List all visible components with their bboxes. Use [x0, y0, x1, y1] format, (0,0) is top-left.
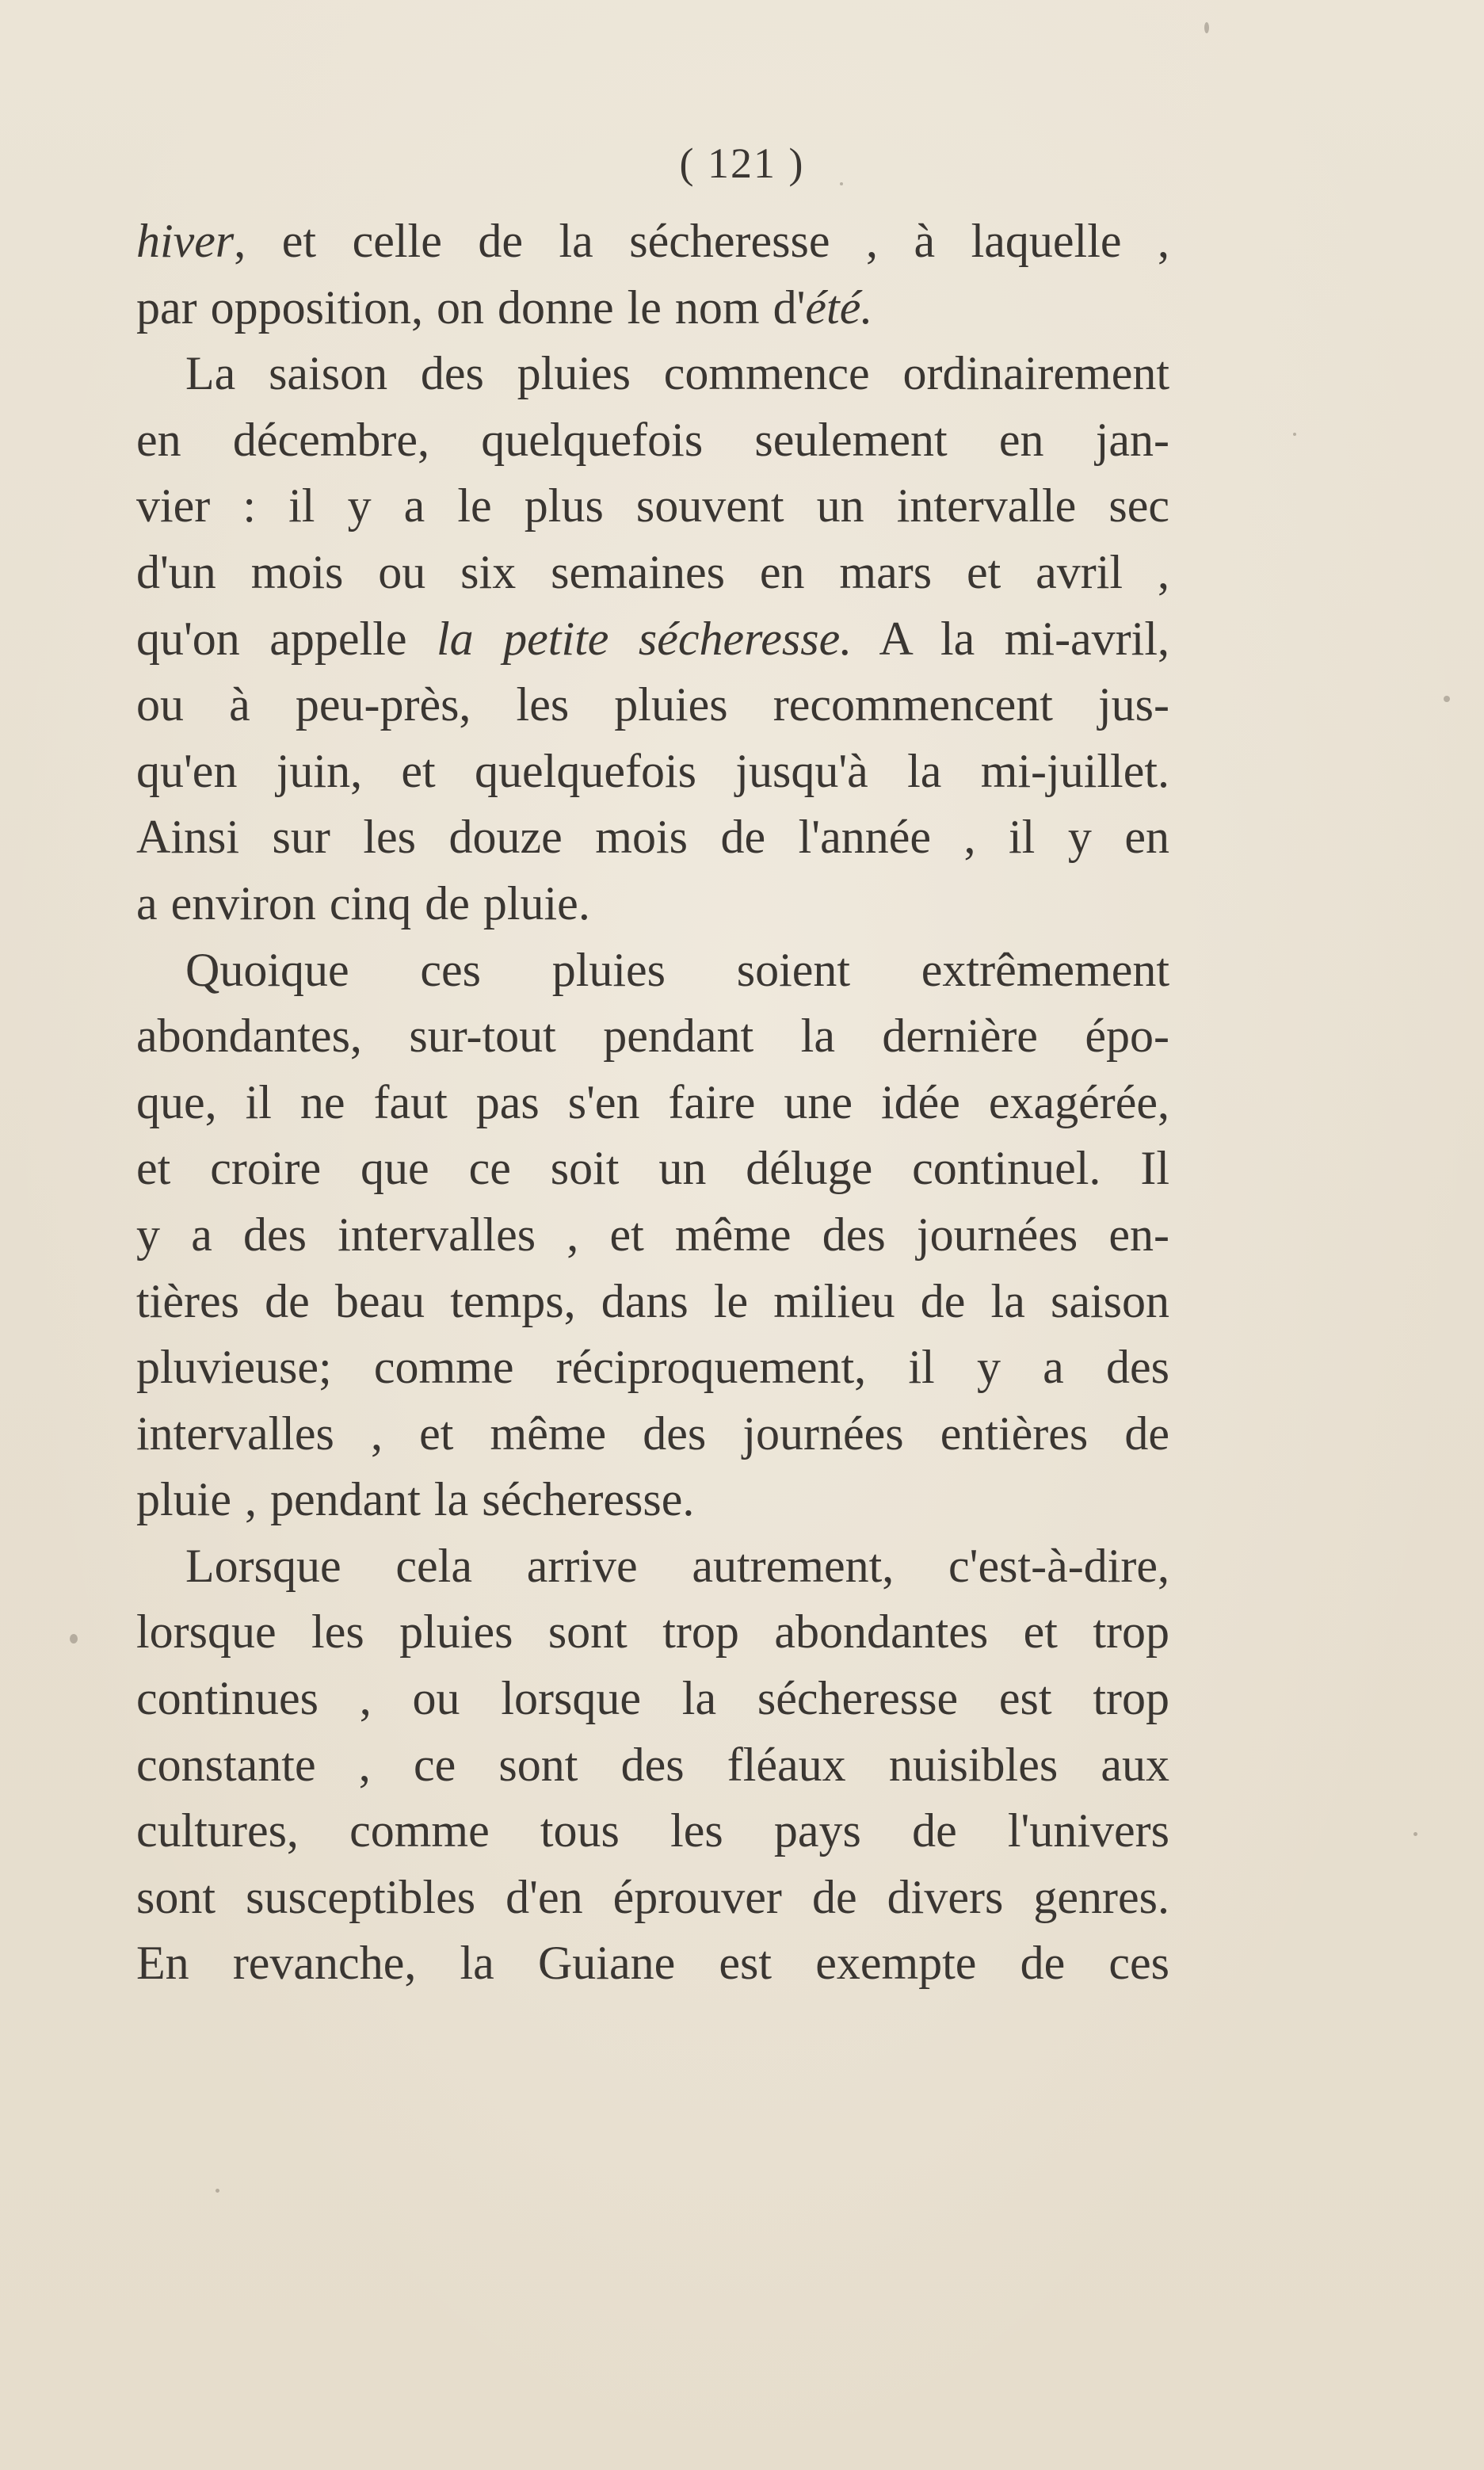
paper-speck — [1444, 696, 1450, 702]
text-line — [136, 1334, 1169, 1401]
text-run: La saison des pluies commence ordinairement — [185, 347, 1169, 400]
paper-speck — [1204, 22, 1209, 33]
page-number: ( 121 ) — [679, 139, 805, 187]
paper-speck — [70, 1634, 78, 1643]
text-line — [136, 804, 1169, 871]
paper-speck — [840, 182, 843, 185]
text-line — [136, 1401, 1169, 1468]
text-run: tières de beau temps, dans le milieu de la saison — [136, 1274, 1169, 1327]
italic-text: la petite sécheresse. — [437, 612, 853, 665]
text-line — [136, 606, 1169, 673]
italic-text: hiver — [136, 215, 235, 267]
text-line — [136, 1467, 1169, 1533]
paper-speck — [1413, 1832, 1417, 1836]
text-run: A la mi-avril, — [852, 612, 1169, 665]
text-run: et croire que ce soit un déluge continuel. Il — [136, 1142, 1169, 1195]
text-run: abondantes, sur-tout pendant la dernière épo- — [136, 1010, 1169, 1063]
text-line — [136, 1533, 1169, 1600]
text-run: ou à peu-près, les pluies recommencent jus- — [136, 678, 1169, 731]
text-line — [136, 1798, 1169, 1865]
text-line — [136, 739, 1169, 805]
text-run: a environ cinq de pluie. — [136, 876, 590, 930]
text-run: En revanche, la Guiane est exempte de ces — [136, 1937, 1169, 1990]
text-run: qu'on appelle — [136, 612, 437, 665]
text-line — [136, 473, 1169, 540]
text-run: intervalles , et même des journées entières de — [136, 1407, 1169, 1460]
text-run: pluie , pendant la sécheresse. — [136, 1473, 695, 1526]
text-line — [136, 1003, 1169, 1070]
text-line — [136, 1269, 1169, 1335]
text-run: y a des intervalles , et même des journées en- — [136, 1208, 1169, 1261]
italic-text: été. — [805, 281, 873, 334]
text-line — [136, 1732, 1169, 1799]
text-run: cultures, comme tous les pays de l'univers — [136, 1804, 1169, 1857]
text-run: par opposition, on donne le nom d' — [136, 281, 806, 334]
text-line — [136, 275, 1169, 342]
text-line — [136, 1202, 1169, 1269]
text-line — [136, 1930, 1169, 1997]
text-run: , et celle de la sécheresse , à laquelle , — [234, 215, 1169, 267]
text-line — [136, 540, 1169, 606]
text-line — [136, 341, 1169, 407]
text-run: d'un mois ou six semaines en mars et avril , — [136, 545, 1169, 598]
text-run: Ainsi sur les douze mois de l'année , il y en — [136, 811, 1169, 864]
body-text — [136, 208, 1169, 1997]
text-line — [136, 672, 1169, 739]
text-run: que, il ne faut pas s'en faire une idée exagérée, — [136, 1075, 1169, 1128]
text-run: pluvieuse; comme réciproquement, il y a des — [136, 1341, 1169, 1394]
text-run: continues , ou lorsque la sécheresse est trop — [136, 1672, 1169, 1725]
text-line — [136, 1865, 1169, 1931]
text-line — [136, 1136, 1169, 1202]
text-run: Quoique ces pluies soient extrêmement — [185, 943, 1169, 996]
paper-speck — [1293, 433, 1296, 436]
text-line — [136, 407, 1169, 474]
text-line — [136, 208, 1169, 275]
text-line — [136, 1666, 1169, 1732]
text-run: vier : il y a le plus souvent un intervalle sec — [136, 479, 1169, 533]
text-run: sont susceptibles d'en éprouver de divers genres. — [136, 1870, 1169, 1923]
text-run: constante , ce sont des fléaux nuisibles aux — [136, 1738, 1169, 1791]
text-run: qu'en juin, et quelquefois jusqu'à la mi-juillet. — [136, 744, 1169, 797]
text-line — [136, 871, 1169, 937]
text-run: lorsque les pluies sont trop abondantes et trop — [136, 1605, 1169, 1659]
paper-speck — [216, 2189, 219, 2193]
text-line — [136, 1070, 1169, 1136]
text-run: Lorsque cela arrive autrement, c'est-à-dire, — [185, 1539, 1169, 1592]
text-line — [136, 1599, 1169, 1666]
text-run: en décembre, quelquefois seulement en jan- — [136, 413, 1169, 466]
text-line — [136, 937, 1169, 1004]
